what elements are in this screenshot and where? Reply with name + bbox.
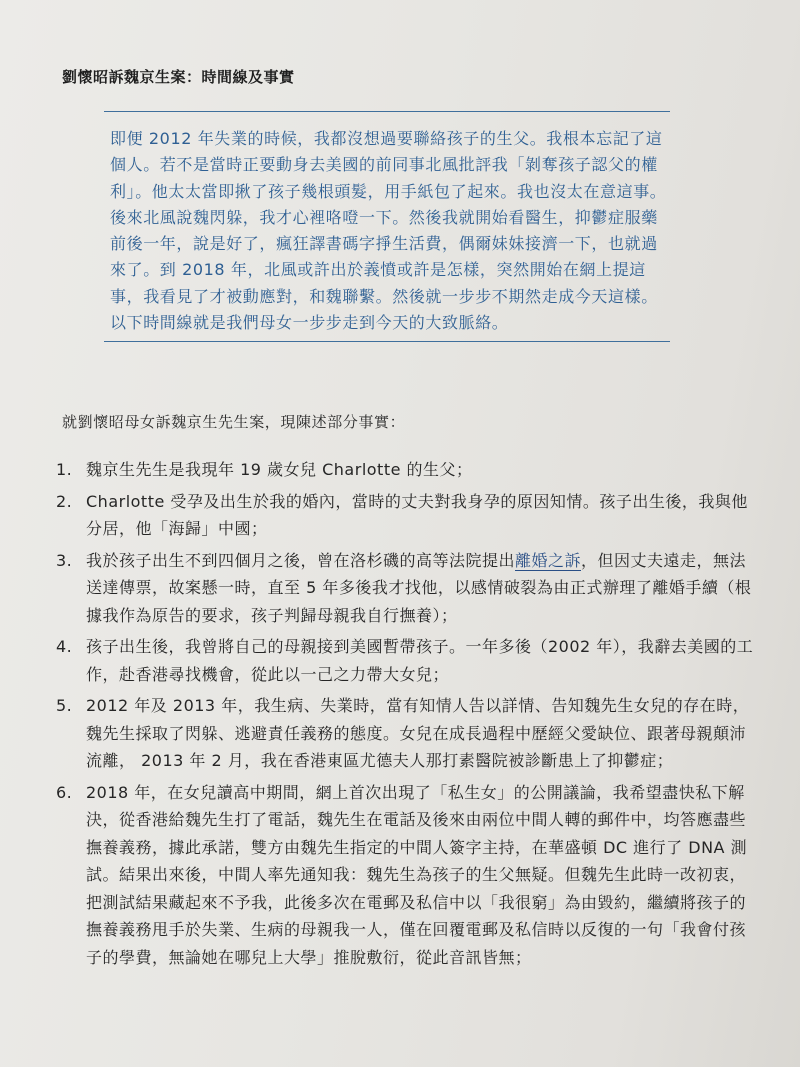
fact-item-4 xyxy=(42,633,758,688)
fact-text-before-link: 我於孩子出生不到四個月之後，曾在洛杉磯的高等法院提出 xyxy=(86,550,516,570)
fact-text: 2012 年及 2013 年，我生病、失業時，當有知情人告以詳情、告知魏先生女兒的存在時，魏先生採取了閃躲、逃避責任義務的態度。女兒在成長過程中歷經父愛缺位、跟著母親顛沛流離， 2013 年 2 月，我在香港東區尤德夫人那打素醫院被診斷患上了抑鬱症； xyxy=(86,696,750,770)
fact-text: 魏京生先生是我現年 19 歲女兒 Charlotte 的生父； xyxy=(86,460,473,479)
fact-number: 1. xyxy=(56,460,73,479)
fact-item-6 xyxy=(42,779,758,972)
facts-list xyxy=(42,456,758,975)
quote-top-rule xyxy=(104,111,670,112)
fact-number: 6. xyxy=(56,782,73,802)
fact-number: 4. xyxy=(56,637,73,656)
pull-quote: 即便 2012 年失業的時候，我都沒想過要聯絡孩子的生父。我根本忘記了這個人。若不是當時正要動身去美國的前同事北風批評我「剝奪孩子認父的權利」。他太太當即揪了孩子幾根頭髮，用手紙包了起來。我也沒太在意這事。後來北風說魏閃躲，我才心裡咯噔一下。然後我就開始看醫生，抑鬱症服藥前後一年，說是好了，瘋狂譯書碼字掙生活費，偶爾妹妹接濟一下，也就過來了。到 2018 年，北風或許出於義憤或許是怎樣，突然開始在網上提這事，我看見了才被動應對，和魏聯繫。然後就一步步不期然走成今天這樣。以下時間線就是我們母女一步步走到今天的大致脈絡。 xyxy=(110,129,667,333)
fact-number: 5. xyxy=(56,696,73,715)
fact-item-1 xyxy=(42,456,758,484)
quote-bottom-rule xyxy=(104,341,670,342)
fact-item-2 xyxy=(42,488,758,543)
fact-text: Charlotte 受孕及出生於我的婚內，當時的丈夫對我身孕的原因知情。孩子出生後，我與他分居，他「海歸」中國； xyxy=(86,491,748,538)
fact-text: 孩子出生後，我曾將自己的母親接到美國暫帶孩子。一年多後（2002 年），我辭去美國的工作，赴香港尋找機會，從此以一己之力帶大女兒； xyxy=(86,637,754,684)
divorce-suit-link[interactable]: 離婚之訴 xyxy=(515,550,582,570)
fact-number: 3. xyxy=(56,550,73,570)
fact-text: 2018 年，在女兒讀高中期間，網上首次出現了「私生女」的公開議論，我希望盡快私下解決，從香港給魏先生打了電話，魏先生在電話及後來由兩位中間人轉的郵件中，均答應盡些撫養義務，據此承諾，雙方由魏先生指定的中間人簽字主持，在華盛頓 DC 進行了 DNA 測試。結果出來後，中間人率先通知我：魏先生為孩子的生父無疑。但魏先生此時一改初衷，把測試結果藏起來不予我，此後多次在電郵及私信中以「我很窮」為由毀約，繼續將孩子的撫養義務甩手於失業、生病的母親我一人，僅在回覆電郵及私信時以反復的一句「我會付孩子的學費，無論她在哪兒上大學」推脫敷衍，從此音訊皆無； xyxy=(86,782,748,967)
fact-text-after-link: ，但因丈夫遠走，無法送達傳票，故案懸一時，直至 5 年多後我才找他，以感情破裂為由正式辦理了離婚手續（根據我作為原告的要求，孩子判歸母親我自行撫養）； xyxy=(86,550,752,625)
fact-number: 2. xyxy=(56,491,73,511)
fact-item-3 xyxy=(42,547,758,630)
fact-item-5 xyxy=(42,692,758,775)
document-title: 劉懷昭訴魏京生案：時間線及事實 xyxy=(62,68,295,86)
facts-intro: 就劉懷昭母女訴魏京生先生案，現陳述部分事實： xyxy=(62,413,406,431)
